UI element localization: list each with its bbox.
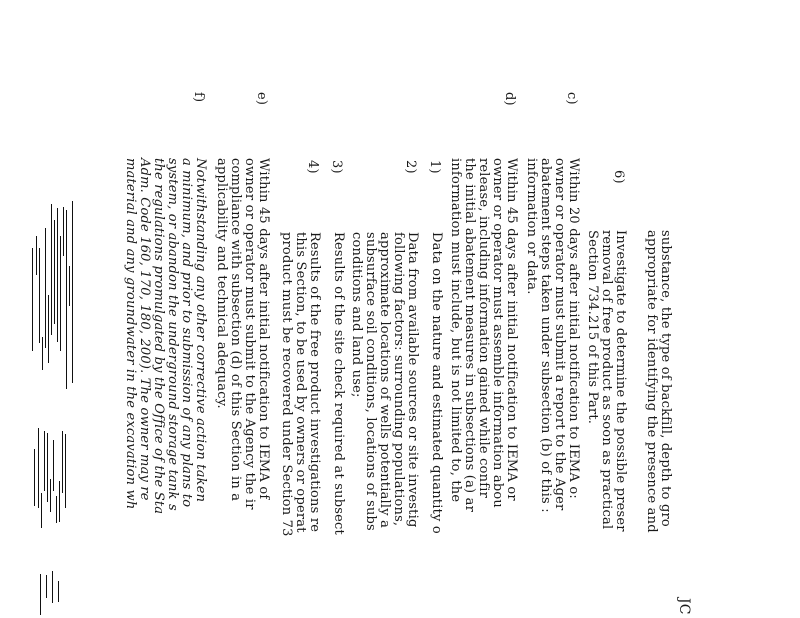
scan-artifact-bar (38, 428, 39, 508)
line: Within 20 days after initial notification to IEMA o: (566, 158, 581, 499)
paragraph-b5 (429, 232, 443, 534)
line: Results of the free product investigations re (307, 232, 322, 533)
line: abatement steps taken under subsection (b) of this : (538, 158, 553, 513)
scan-artifact-bar (52, 571, 53, 603)
scan-artifact-bar (51, 204, 52, 335)
item-label-f: f) (191, 92, 206, 103)
paragraph-b7 (331, 232, 345, 535)
line: system, or abandon the underground storage tank s (165, 158, 180, 511)
scan-artifact-bar (46, 575, 47, 598)
scan-artifact-bar (32, 248, 33, 351)
scan-artifact-bar (42, 337, 43, 370)
item-label-4: 4) (305, 160, 320, 174)
scan-artifact-bar (53, 440, 54, 491)
scan-artifact-bar (40, 574, 41, 615)
item-label-c: c) (564, 92, 579, 105)
scan-artifact-bars (30, 200, 90, 618)
line: owner or operator must assemble information abou (490, 158, 505, 508)
scan-artifact-bar (59, 481, 60, 522)
scan-artifact-bar (60, 236, 61, 351)
line: owner or operator must submit a report to the Ager (552, 158, 567, 511)
scan-artifact-bar (57, 208, 58, 342)
line: Within 45 days after initial notification to IEMA of (256, 158, 271, 500)
line: approximate locations of wells potentially a (377, 232, 392, 529)
paragraph-b1 (644, 230, 672, 533)
scan-artifact-bar (50, 479, 51, 512)
line: Data from available sources or site investig (405, 232, 420, 528)
paragraph-b10 (123, 158, 207, 514)
scan-artifact-bar (72, 201, 73, 383)
scan-artifact-bar (58, 581, 59, 602)
line: Within 45 days after initial notification to IEMA or (504, 158, 519, 501)
line: removal of free product as soon as practical (599, 230, 614, 530)
line: following factors: surrounding populations, (391, 232, 406, 527)
scan-artifact-bar (36, 236, 37, 275)
line: applicability and technical adequacy. (214, 158, 229, 409)
line: appropriate for identifying the presence and (644, 230, 659, 533)
line: product must be recovered under Section 73 (279, 232, 294, 537)
scan-artifact-bar (41, 493, 42, 528)
line: Data on the nature and estimated quantity o (429, 232, 444, 534)
item-label-2: 2) (403, 160, 418, 174)
scan-artifact-bar (47, 433, 48, 502)
paragraph-b9 (214, 158, 270, 510)
line: this Section, to be used by owners or operat (293, 232, 308, 533)
line: owner or operator must submit to the Agency the ir (242, 158, 257, 510)
scan-artifact-bar (48, 295, 49, 363)
paragraph-b3 (524, 158, 580, 513)
line: Results of the site check required at subsect (331, 232, 346, 535)
line: compliance with subsection (d) of this Section in a (228, 158, 243, 502)
scan-artifact-bar (34, 449, 35, 506)
item-label-6: 6) (611, 170, 626, 184)
page-header-tag: JC (676, 598, 692, 615)
line: subsurface soil conditions, locations of subs (363, 232, 378, 531)
line: information must include, but is not limited to, the (448, 158, 463, 503)
item-label-d: d) (502, 92, 517, 106)
scan-artifact-bar (45, 228, 46, 348)
paragraph-b2 (585, 230, 627, 532)
line: the regulations promulgated by the Office of the Sta (151, 158, 166, 515)
scan-artifact-bar (65, 434, 66, 508)
line: conditions and land use; (349, 232, 364, 398)
line: Adm. Code 160, 170, 180, 200). The owner may re (137, 158, 152, 501)
scan-artifact-bar (62, 431, 63, 493)
line: Investigate to determine the possible preser (613, 230, 628, 532)
line: a minimum, and prior to submission of any plans to (179, 158, 194, 508)
line: material and any groundwater in the excavation wh (123, 158, 138, 510)
item-label-1: 1) (427, 160, 442, 174)
scan-artifact-bar (44, 431, 45, 491)
line: Notwithstanding any other corrective action taken (193, 158, 208, 503)
line: release, including information gained while confir (476, 158, 491, 499)
scan-artifact-bar (54, 220, 55, 324)
scan-artifact-bar (69, 266, 70, 306)
paragraph-b6 (349, 232, 419, 531)
line: substance, the type of backfill, depth to gro (658, 230, 673, 527)
scan-artifact-bar (66, 210, 67, 389)
line: the initial abatement measures in subsections (a) ar (462, 158, 477, 512)
scan-artifact-bar (63, 207, 64, 256)
paragraph-b8 (279, 232, 321, 537)
item-label-3: 3) (329, 160, 344, 174)
paragraph-b4 (448, 158, 518, 512)
scan-artifact-bar (39, 248, 40, 343)
line: information or data. (524, 158, 539, 295)
item-label-e: e) (254, 92, 269, 106)
scan-artifact-bar (56, 496, 57, 523)
line: Section 734.215 of this Part. (585, 230, 600, 425)
